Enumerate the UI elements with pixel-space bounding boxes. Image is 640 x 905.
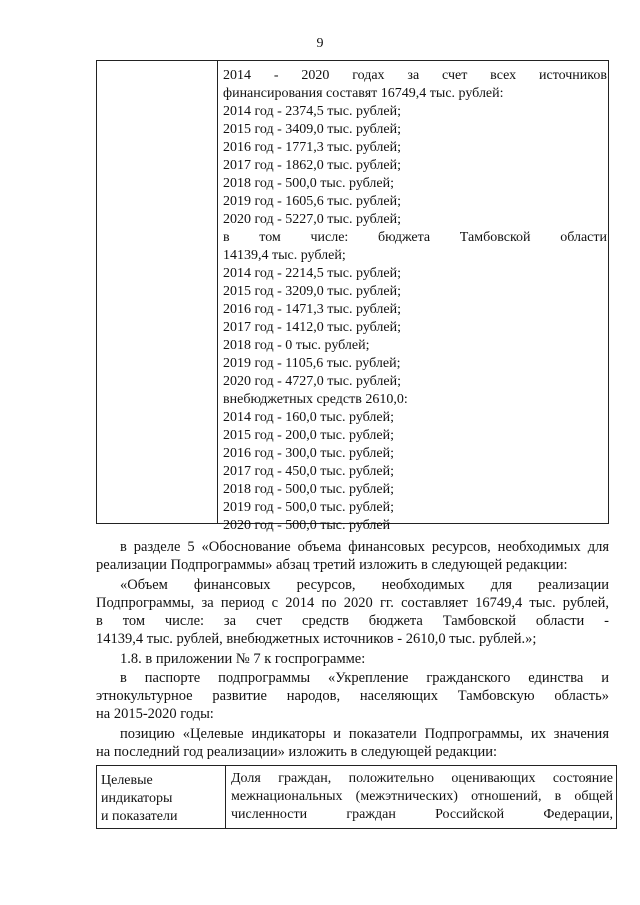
total-2019: 2019 год - 1605,6 тыс. рублей; [223, 194, 402, 209]
table-column-divider [217, 61, 218, 523]
extrabudget-2015: 2015 год - 200,0 тыс. рублей; [223, 428, 395, 443]
indicators-label-line-1: Целевые [101, 773, 153, 788]
section5-paragraph [96, 538, 609, 574]
regional-2017: 2017 год - 1412,0 тыс. рублей; [223, 320, 402, 335]
indicators-label-line-2: индикаторы [101, 791, 173, 806]
total-2017: 2017 год - 1862,0 тыс. рублей; [223, 158, 402, 173]
section5-line-1: в разделе 5 «Обоснование объема финансовых ресурсов, необходимых для [120, 539, 609, 555]
indicators-table [96, 765, 617, 829]
regional-2019: 2019 год - 1105,6 тыс. рублей; [223, 356, 401, 371]
extrabudget-2020: 2020 год - 500,0 тыс. рублей [223, 518, 391, 533]
extrabudget-2014: 2014 год - 160,0 тыс. рублей; [223, 410, 395, 425]
extrabudget-2018: 2018 год - 500,0 тыс. рублей; [223, 482, 395, 497]
financing-table [96, 60, 609, 533]
table-column-divider [225, 766, 226, 828]
position-line-1: позицию «Целевые индикаторы и показатели Подпрограммы, их значения [120, 726, 609, 742]
item-1-8 [96, 650, 609, 668]
extrabudget-2017: 2017 год - 450,0 тыс. рублей; [223, 464, 395, 479]
extrabudget-2016: 2016 год - 300,0 тыс. рублей; [223, 446, 395, 461]
position-paragraph [96, 725, 609, 761]
indicators-value-line-1: Доля граждан, положительно оценивающих состояние [231, 771, 613, 786]
extrabudget-intro: внебюджетных средств 2610,0: [223, 392, 408, 407]
passport-line-3: на 2015-2020 годы: [96, 706, 214, 722]
total-2015: 2015 год - 3409,0 тыс. рублей; [223, 122, 402, 137]
total-2018: 2018 год - 500,0 тыс. рублей; [223, 176, 395, 191]
extrabudget-2019: 2019 год - 500,0 тыс. рублей; [223, 500, 395, 515]
quote-line-2: Подпрограммы, за период с 2014 по 2020 гг. составляет 16749,4 тыс. рублей, [96, 595, 609, 611]
indicators-value-line-2: межнациональных (межэтнических) отношений, в общей [231, 789, 613, 804]
indicators-value-line-3: численности граждан Российской Федерации, [231, 807, 613, 822]
quote-line-4: 14139,4 тыс. рублей, внебюджетных источников - 2610,0 тыс. рублей.»; [96, 631, 537, 647]
position-line-2: на последний год реализации» изложить в следующей редакции: [96, 744, 498, 760]
passport-line-1: в паспорте подпрограммы «Укрепление гражданского единства и [120, 670, 609, 686]
financing-line-2: финансирования составят 16749,4 тыс. рублей: [223, 86, 504, 101]
passport-line-2: этнокультурное развитие народов, населяющих Тамбовскую область» [96, 688, 609, 704]
regional-2020: 2020 год - 4727,0 тыс. рублей; [223, 374, 402, 389]
quote-paragraph [96, 576, 609, 648]
indicators-label-line-3: и показатели [101, 809, 178, 824]
regional-total: 14139,4 тыс. рублей; [223, 248, 346, 263]
passport-paragraph [96, 669, 609, 723]
financing-cell [223, 67, 607, 535]
regional-2015: 2015 год - 3209,0 тыс. рублей; [223, 284, 402, 299]
item-1-8-line: 1.8. в приложении № 7 к госпрограмме: [120, 651, 366, 667]
total-2020: 2020 год - 5227,0 тыс. рублей; [223, 212, 402, 227]
regional-2018: 2018 год - 0 тыс. рублей; [223, 338, 370, 353]
regional-intro: в том числе: бюджета Тамбовской области [223, 230, 607, 245]
regional-2016: 2016 год - 1471,3 тыс. рублей; [223, 302, 402, 317]
page-number: 9 [316, 36, 324, 51]
quote-line-3: в том числе: за счет средств бюджета Тамбовской области - [96, 613, 609, 629]
section5-line-2: реализации Подпрограммы» абзац третий изложить в следующей редакции: [96, 557, 568, 573]
quote-line-1: «Объем финансовых ресурсов, необходимых для реализации [120, 577, 609, 593]
total-2014: 2014 год - 2374,5 тыс. рублей; [223, 104, 402, 119]
regional-2014: 2014 год - 2214,5 тыс. рублей; [223, 266, 402, 281]
indicators-value-cell [231, 770, 613, 824]
financing-line-1: 2014 - 2020 годах за счет всех источников [223, 68, 607, 83]
indicators-label-cell [101, 772, 219, 826]
total-2016: 2016 год - 1771,3 тыс. рублей; [223, 140, 402, 155]
